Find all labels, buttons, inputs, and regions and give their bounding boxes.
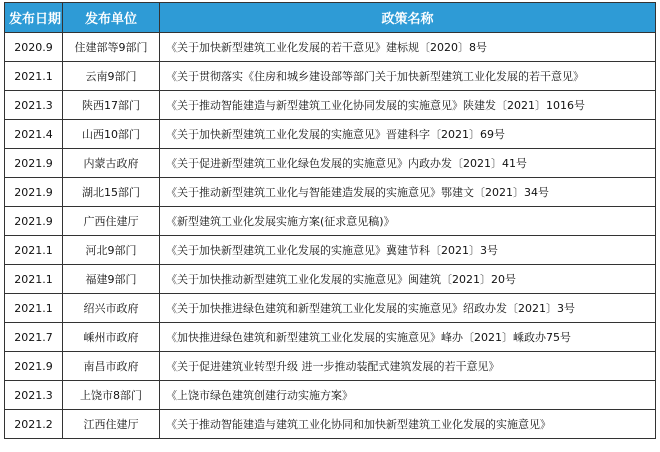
cell-date: 2021.9 [5,207,63,236]
cell-unit: 云南9部门 [63,62,160,91]
header-unit: 发布单位 [63,3,160,33]
cell-policy-name: 《关于推动智能建造与建筑工业化协同和加快新型建筑工业化发展的实施意见》 [160,410,656,439]
table-row [5,91,656,120]
cell-date: 2021.9 [5,178,63,207]
table-row [5,62,656,91]
cell-unit: 南昌市政府 [63,352,160,381]
cell-unit: 内蒙古政府 [63,149,160,178]
cell-date: 2021.3 [5,381,63,410]
cell-unit: 住建部等9部门 [63,33,160,62]
cell-date: 2020.9 [5,33,63,62]
cell-unit: 广西住建厅 [63,207,160,236]
cell-date: 2021.1 [5,236,63,265]
table-row [5,352,656,381]
header-row [5,3,656,33]
cell-date: 2021.4 [5,120,63,149]
table-row [5,294,656,323]
header-date: 发布日期 [5,3,63,33]
cell-date: 2021.1 [5,294,63,323]
cell-unit: 福建9部门 [63,265,160,294]
cell-policy-name: 《关于贯彻落实《住房和城乡建设部等部门关于加快新型建筑工业化发展的若干意见》 [160,62,656,91]
cell-policy-name: 《关于加快推动新型建筑工业化发展的实施意见》闽建筑〔2021〕20号 [160,265,656,294]
cell-policy-name: 《关于推动新型建筑工业化与智能建造发展的实施意见》鄂建文〔2021〕34号 [160,178,656,207]
cell-unit: 山西10部门 [63,120,160,149]
cell-policy-name: 《关于加快新型建筑工业化发展的若干意见》建标规〔2020〕8号 [160,33,656,62]
cell-unit: 湖北15部门 [63,178,160,207]
table-row [5,120,656,149]
header-name: 政策名称 [160,3,656,33]
cell-policy-name: 《加快推进绿色建筑和新型建筑工业化发展的实施意见》峰办〔2021〕嵊政办75号 [160,323,656,352]
cell-unit: 嵊州市政府 [63,323,160,352]
cell-policy-name: 《关于加快推进绿色建筑和新型建筑工业化发展的实施意见》绍政办发〔2021〕3号 [160,294,656,323]
cell-policy-name: 《上饶市绿色建筑创建行动实施方案》 [160,381,656,410]
cell-date: 2021.1 [5,265,63,294]
cell-policy-name: 《关于促进建筑业转型升级 进一步推动装配式建筑发展的若干意见》 [160,352,656,381]
cell-date: 2021.7 [5,323,63,352]
cell-policy-name: 《关于加快新型建筑工业化发展的实施意见》冀建节科〔2021〕3号 [160,236,656,265]
policy-table [4,2,656,439]
cell-unit: 江西住建厅 [63,410,160,439]
cell-policy-name: 《关于促进新型建筑工业化绿色发展的实施意见》内政办发〔2021〕41号 [160,149,656,178]
cell-policy-name: 《关于推动智能建造与新型建筑工业化协同发展的实施意见》陕建发〔2021〕1016号 [160,91,656,120]
table-row [5,265,656,294]
cell-date: 2021.3 [5,91,63,120]
cell-policy-name: 《新型建筑工业化发展实施方案(征求意见稿)》 [160,207,656,236]
cell-date: 2021.9 [5,352,63,381]
cell-unit: 陕西17部门 [63,91,160,120]
cell-date: 2021.1 [5,62,63,91]
table-row [5,207,656,236]
cell-unit: 河北9部门 [63,236,160,265]
table-row [5,33,656,62]
table-row [5,381,656,410]
cell-unit: 绍兴市政府 [63,294,160,323]
table-row [5,178,656,207]
table-header [5,3,656,33]
table-row [5,149,656,178]
cell-unit: 上饶市8部门 [63,381,160,410]
table-row [5,410,656,439]
table-row [5,323,656,352]
table-row [5,236,656,265]
table-body [5,33,656,439]
cell-policy-name: 《关于加快新型建筑工业化发展的实施意见》晋建科字〔2021〕69号 [160,120,656,149]
cell-date: 2021.9 [5,149,63,178]
cell-date: 2021.2 [5,410,63,439]
